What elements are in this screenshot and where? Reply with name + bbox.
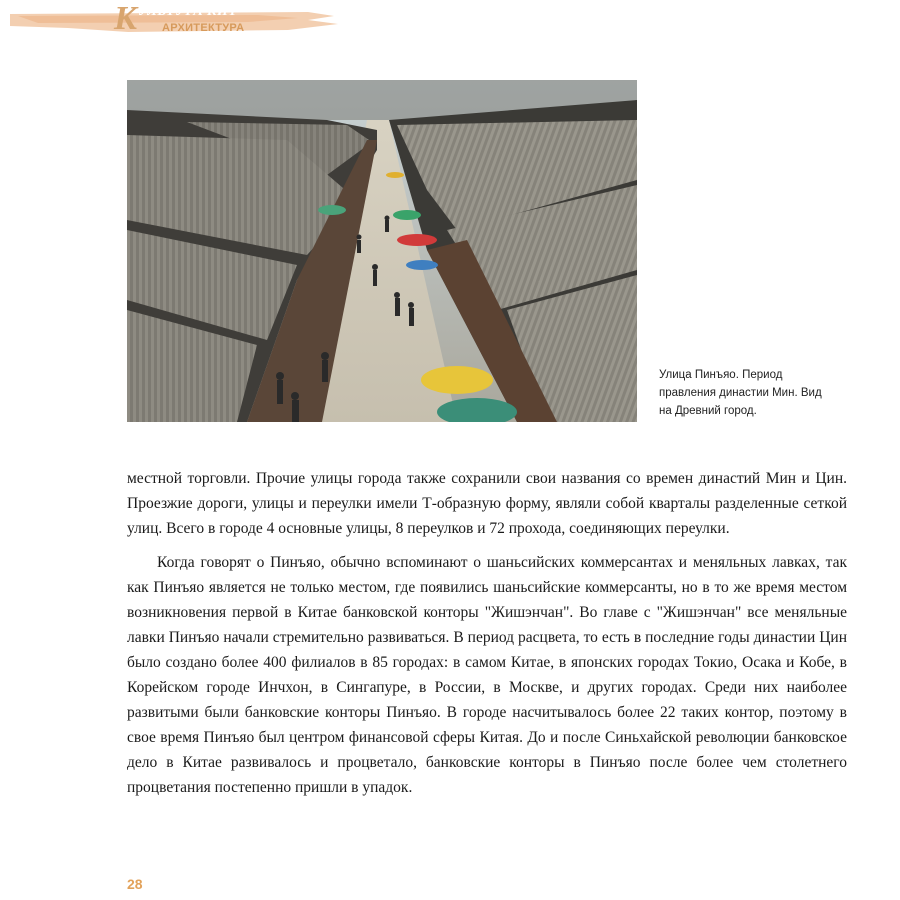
caption-line: на Древний город. (659, 405, 757, 417)
header-title: УЛЬТУРА КИТ (138, 4, 238, 19)
paragraph-1: местной торговли. Прочие улицы города также сохранили свои названия со времен династий Мин и Цин. Проезжие дороги, улицы и переулки имели Т-образную форму, являли собой кварталы разделенные сеткой улиц. Всего в городе 4 основные улицы, 8 переулков и 72 прохода, соединяющих переулки. (127, 470, 847, 537)
header-subtitle: АРХИТЕКТУРА (162, 22, 245, 34)
paragraph-2: Когда говорят о Пинъяо, обычно вспоминают о шаньсийских коммерсантах и меняльных лавках, так как Пинъяо является не только местом, где появились шаньсийские коммерсанты, но в то же время местом возникновения первой в Китае банковской конторы "Жишэнчан". Во главе с "Жишэнчан" все меняльные лавки Пинъяо начали стремительно развиваться. В период расцвета, то есть в последние годы династии Цин было создано более 400 филиалов в 85 городах: в самом Китае, в японских городах Токио, Осака и Кобе, в Корейском городе Инчхон, в Сингапуре, в России, в Москве, и других городах. Среди них наиболее развитыми были банковские конторы Пинъяо. В городе насчитывалось более 22 таких контор, поэтому в свое время Пинъяо был центром финансовой сферы Китая. До и после Синьхайской революции банковское дело в Китае развивалось и процветало, банковские конторы в Пинъяо после более чем столетнего процветания постепенно пришли в упадок. (127, 554, 847, 796)
caption-line: Улица Пинъяо. Период (659, 369, 783, 381)
page-number: 28 (127, 876, 143, 892)
pingyao-street-photo (127, 80, 637, 422)
caption-line: правления династии Мин. Вид (659, 387, 822, 399)
header-title-initial: К (114, 0, 138, 37)
article-body (127, 466, 847, 809)
photo-caption (659, 366, 859, 420)
